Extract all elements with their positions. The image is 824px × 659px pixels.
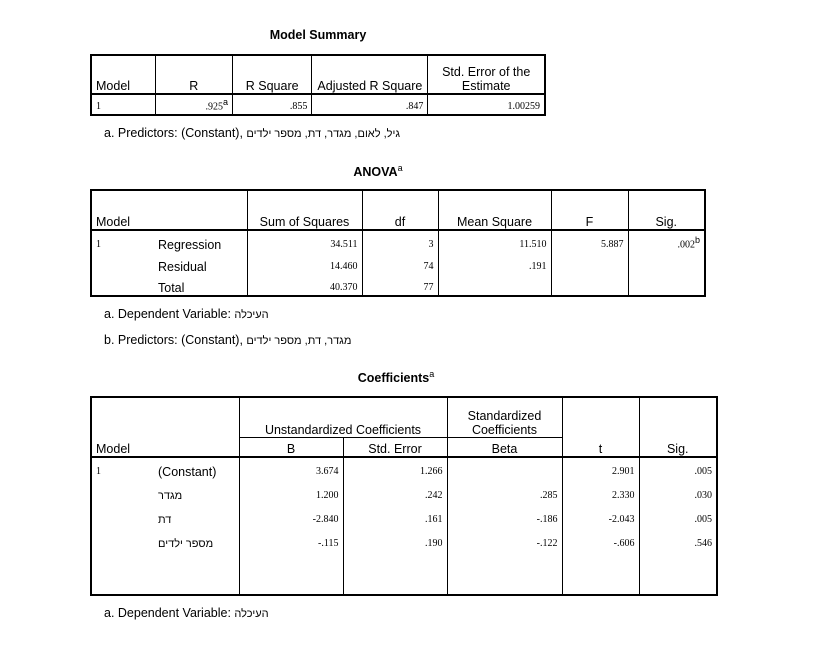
cell-beta: -.122 xyxy=(447,527,562,551)
row-label-residual: Residual xyxy=(154,252,247,274)
cell-sig: .002$^b$ xyxy=(677,234,700,250)
cell-beta xyxy=(447,457,562,479)
header-std-error: Std. Error xyxy=(343,437,447,457)
header-standardized-coefficients: Standardized Coefficients xyxy=(447,397,562,437)
cell-adjusted-r-square: .847 xyxy=(312,94,428,115)
cell-mean-square: 11.510 xyxy=(438,230,551,252)
header-r: R xyxy=(155,55,232,94)
header-std-error-estimate: Std. Error of the Estimate xyxy=(442,65,531,93)
cell-f: 5.887 xyxy=(551,230,628,252)
cell-sig: .005 xyxy=(694,514,712,525)
cell-r: .925$^a$ xyxy=(155,94,232,115)
table-row xyxy=(91,479,717,503)
cell-std-error: .161 xyxy=(343,503,447,527)
cell-sig: .546 xyxy=(694,538,712,549)
cell-std-error: .242 xyxy=(343,479,447,503)
header-sig: Sig. xyxy=(666,442,689,456)
header-b: B xyxy=(239,437,343,457)
cell-df: 77 xyxy=(362,274,438,296)
header-model: Model xyxy=(91,55,155,94)
table-row xyxy=(91,503,717,527)
table-row xyxy=(91,252,705,274)
anova-title: ANOVA$^a$ xyxy=(353,163,403,180)
cell-std-error: 1.266 xyxy=(343,457,447,479)
model-summary-title: Model Summary xyxy=(269,28,367,42)
cell-beta: -.186 xyxy=(447,503,562,527)
cell-sum-of-squares: 14.460 xyxy=(247,252,362,274)
cell-sig: .030 xyxy=(694,490,712,501)
cell-sig: .005 xyxy=(694,466,712,477)
cell-sum-of-squares: 34.511 xyxy=(247,230,362,252)
cell-b: -2.840 xyxy=(239,503,343,527)
header-mean-square: Mean Square xyxy=(438,190,551,230)
table-row xyxy=(91,274,705,296)
anova-table xyxy=(90,189,706,297)
cell-df: 74 xyxy=(362,252,438,274)
cell-model: 1 xyxy=(96,239,101,250)
table-row xyxy=(91,527,717,551)
header-beta: Beta xyxy=(447,437,562,457)
model-summary-footnote-a: a. Predictors: (Constant), גיל, לאום, מגדר, דת, מספר ילדים xyxy=(104,126,400,140)
cell-t: -2.043 xyxy=(562,503,639,527)
cell-t: -.606 xyxy=(562,527,639,551)
header-model: Model xyxy=(96,442,131,456)
header-df: df xyxy=(362,190,438,230)
row-label-constant: (Constant) xyxy=(154,457,239,479)
cell-model: 1 xyxy=(96,466,101,477)
cell-b: 3.674 xyxy=(239,457,343,479)
cell-b: -.115 xyxy=(239,527,343,551)
header-t: t xyxy=(562,437,639,457)
cell-b: 1.200 xyxy=(239,479,343,503)
cell-beta: .285 xyxy=(447,479,562,503)
coefficients-title: Coefficients$^a$ xyxy=(357,369,435,386)
row-label-num-children: מספר ילדים xyxy=(154,527,239,551)
cell-std-error: .190 xyxy=(343,527,447,551)
model-summary-table xyxy=(90,54,546,116)
row-label-religion: דת xyxy=(154,503,239,527)
cell-r-square: .855 xyxy=(232,94,311,115)
coefficients-table xyxy=(90,396,718,596)
header-unstandardized-coefficients: Unstandardized Coefficients xyxy=(239,397,447,437)
header-adjusted-r-square: Adjusted R Square xyxy=(312,55,428,94)
cell-t: 2.901 xyxy=(562,457,639,479)
header-sig: Sig. xyxy=(655,215,678,229)
row-label-regression: Regression xyxy=(154,230,247,252)
table-row xyxy=(91,94,545,115)
header-r-square: R Square xyxy=(232,55,311,94)
cell-sum-of-squares: 40.370 xyxy=(247,274,362,296)
table-row xyxy=(91,457,717,479)
row-label-gender: מגדר xyxy=(154,479,239,503)
anova-footnote-b: b. Predictors: (Constant), מגדר, דת, מספר ילדים xyxy=(104,333,352,347)
header-f: F xyxy=(551,190,628,230)
cell-std-error: 1.00259 xyxy=(507,101,540,113)
cell-df: 3 xyxy=(362,230,438,252)
cell-mean-square: .191 xyxy=(438,252,551,274)
cell-model: 1 xyxy=(91,94,155,115)
header-sum-of-squares: Sum of Squares xyxy=(247,190,362,230)
header-model: Model xyxy=(96,215,131,229)
coefficients-footnote-a: a. Dependent Variable: העיכלה xyxy=(104,606,269,620)
anova-footnote-a: a. Dependent Variable: העיכלה xyxy=(104,307,269,321)
table-row xyxy=(91,230,705,252)
row-label-total: Total xyxy=(154,274,247,296)
cell-t: 2.330 xyxy=(562,479,639,503)
